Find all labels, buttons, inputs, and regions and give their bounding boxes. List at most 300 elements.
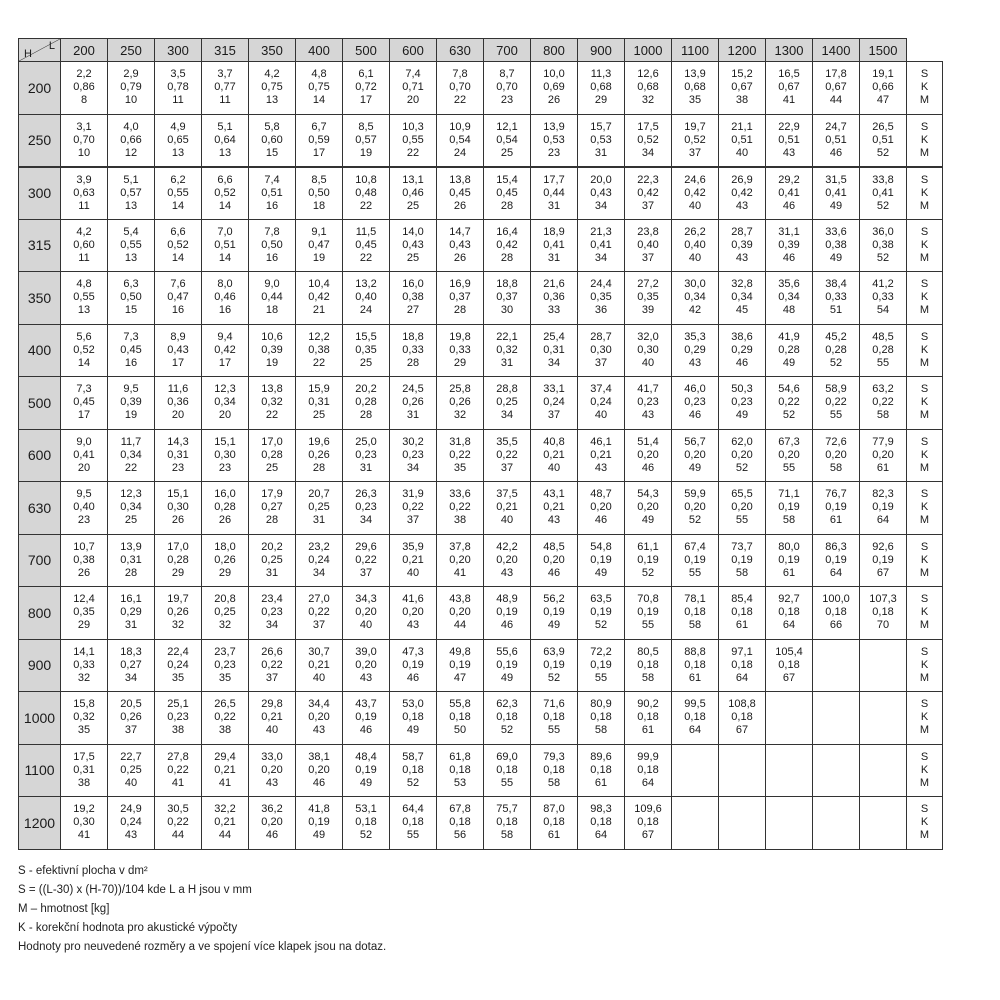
m-value: 55 (594, 671, 608, 684)
skm-key-cell (907, 534, 943, 587)
m-value: 46 (359, 724, 373, 737)
table-cell (531, 587, 578, 640)
table-cell (249, 534, 296, 587)
m-value: 50 (453, 724, 467, 737)
m-value: 47 (876, 94, 890, 107)
s-value: 7,6 (170, 278, 186, 291)
m-value: 37 (688, 146, 702, 159)
skm-key-label: S (920, 173, 929, 186)
k-value: 0,23 (355, 448, 377, 461)
skm-key-label: S (920, 68, 929, 81)
table-cell (672, 324, 719, 377)
table-cell (61, 377, 108, 430)
table-cell (578, 587, 625, 640)
k-value: 0,40 (73, 501, 95, 514)
k-value: 0,50 (261, 238, 283, 251)
s-value: 48,4 (355, 750, 377, 763)
k-value: 0,20 (449, 553, 471, 566)
k-value: 0,86 (73, 81, 95, 94)
s-value: 71,1 (778, 488, 800, 501)
s-value: 9,0 (76, 435, 92, 448)
m-value: 34 (124, 671, 138, 684)
m-value: 49 (312, 829, 326, 842)
m-value: 23 (77, 514, 91, 527)
table-cell (61, 744, 108, 797)
m-value: 37 (359, 566, 373, 579)
column-header-l: 250 (108, 39, 155, 62)
s-value: 20,0 (590, 173, 612, 186)
k-value: 0,70 (73, 133, 95, 146)
table-cell (249, 324, 296, 377)
m-value: 40 (500, 514, 514, 527)
s-value: 23,4 (261, 593, 283, 606)
table-cell (860, 534, 907, 587)
legend-line-note: Hodnoty pro neuvedené rozměry a ve spojení více klapek jsou na dotaz. (18, 941, 387, 953)
skm-key-label: K (920, 396, 929, 409)
k-value: 0,47 (308, 238, 330, 251)
k-value: 0,52 (214, 186, 236, 199)
m-value: 49 (735, 409, 749, 422)
m-value: 49 (594, 566, 608, 579)
m-value: 41 (171, 776, 185, 789)
table-cell (766, 534, 813, 587)
table-cell (61, 114, 108, 167)
s-value: 11,5 (355, 225, 377, 238)
table-cell (61, 167, 108, 220)
m-value: 58 (594, 724, 608, 737)
s-value: 34,3 (355, 593, 377, 606)
table-cell (202, 324, 249, 377)
table-cell (343, 219, 390, 272)
row-header-h: 900 (19, 639, 61, 692)
s-value: 54,8 (590, 540, 612, 553)
k-value: 0,30 (590, 343, 612, 356)
skm-key-label: K (920, 606, 929, 619)
m-value: 61 (782, 566, 796, 579)
k-value: 0,22 (167, 763, 189, 776)
table-cell (860, 62, 907, 115)
skm-key-label: K (920, 763, 929, 776)
column-header-l: 1200 (719, 39, 766, 62)
table-cell (202, 797, 249, 850)
k-value: 0,19 (778, 501, 800, 514)
s-value: 51,4 (637, 435, 659, 448)
m-value: 32 (218, 619, 232, 632)
skm-key-label: K (920, 448, 929, 461)
table-cell (766, 587, 813, 640)
k-value: 0,25 (261, 553, 283, 566)
s-value: 63,9 (543, 645, 565, 658)
s-value: 88,8 (684, 645, 706, 658)
s-value: 54,6 (778, 383, 800, 396)
s-value: 16,1 (120, 593, 142, 606)
table-cell (625, 377, 672, 430)
k-value: 0,40 (637, 238, 659, 251)
m-value: 43 (500, 566, 514, 579)
row-header-h: 200 (19, 62, 61, 115)
table-cell (860, 377, 907, 430)
k-value: 0,19 (590, 606, 612, 619)
k-value: 0,25 (120, 763, 142, 776)
s-value: 25,1 (167, 698, 189, 711)
k-value: 0,19 (684, 553, 706, 566)
s-value: 56,2 (543, 593, 565, 606)
k-value: 0,65 (167, 133, 189, 146)
s-value: 24,4 (590, 278, 612, 291)
m-value: 55 (829, 409, 843, 422)
table-cell (390, 797, 437, 850)
k-value: 0,45 (355, 238, 377, 251)
table-cell (578, 167, 625, 220)
s-value: 31,8 (449, 435, 471, 448)
table-cell (766, 639, 813, 692)
s-value: 4,0 (123, 120, 139, 133)
table-cell (813, 219, 860, 272)
s-value: 41,8 (308, 803, 330, 816)
table-cell (625, 482, 672, 535)
s-value: 16,5 (778, 68, 800, 81)
skm-key-label: M (919, 724, 930, 737)
table-cell (531, 797, 578, 850)
table-cell (61, 692, 108, 745)
k-value: 0,31 (543, 343, 565, 356)
s-value: 7,4 (405, 68, 421, 81)
s-value: 15,2 (731, 68, 753, 81)
s-value: 67,8 (449, 803, 471, 816)
k-value: 0,22 (449, 501, 471, 514)
k-value: 0,21 (543, 448, 565, 461)
m-value: 58 (829, 461, 843, 474)
skm-key-label: S (920, 645, 929, 658)
table-cell (296, 534, 343, 587)
table-cell (437, 744, 484, 797)
s-value: 13,2 (355, 278, 377, 291)
m-value: 61 (876, 461, 890, 474)
s-value: 23,2 (308, 540, 330, 553)
unavailable-cell (860, 692, 907, 745)
k-value: 0,28 (872, 343, 894, 356)
m-value: 35 (171, 671, 185, 684)
column-header-l: 400 (296, 39, 343, 62)
s-value: 20,5 (120, 698, 142, 711)
s-value: 41,6 (402, 593, 424, 606)
table-cell (672, 272, 719, 325)
k-value: 0,18 (684, 711, 706, 724)
table-cell (202, 167, 249, 220)
k-value: 0,35 (590, 291, 612, 304)
m-value: 61 (641, 724, 655, 737)
k-value: 0,39 (261, 343, 283, 356)
k-value: 0,21 (308, 658, 330, 671)
k-value: 0,57 (355, 133, 377, 146)
unavailable-cell (860, 744, 907, 797)
table-cell (61, 324, 108, 377)
m-value: 44 (453, 619, 467, 632)
table-cell (202, 114, 249, 167)
m-value: 43 (124, 829, 138, 842)
s-value: 6,3 (123, 278, 139, 291)
s-value: 7,8 (452, 68, 468, 81)
s-value: 99,5 (684, 698, 706, 711)
k-value: 0,34 (731, 291, 753, 304)
s-value: 8,0 (217, 278, 233, 291)
table-cell (249, 639, 296, 692)
table-cell (625, 62, 672, 115)
k-value: 0,51 (214, 238, 236, 251)
table-cell (719, 482, 766, 535)
table-cell (578, 62, 625, 115)
k-value: 0,38 (73, 553, 95, 566)
k-value: 0,35 (355, 343, 377, 356)
s-value: 19,8 (449, 330, 471, 343)
k-value: 0,23 (355, 501, 377, 514)
m-value: 18 (265, 304, 279, 317)
s-value: 13,8 (261, 383, 283, 396)
table-cell (484, 639, 531, 692)
k-value: 0,19 (778, 553, 800, 566)
s-value: 9,4 (217, 330, 233, 343)
m-value: 52 (500, 724, 514, 737)
k-value: 0,67 (778, 81, 800, 94)
k-value: 0,68 (684, 81, 706, 94)
skm-key-label: K (920, 291, 929, 304)
s-value: 9,5 (123, 383, 139, 396)
s-value: 80,5 (637, 645, 659, 658)
m-value: 17 (312, 146, 326, 159)
k-value: 0,18 (825, 606, 847, 619)
s-value: 18,3 (120, 645, 142, 658)
table-cell (249, 272, 296, 325)
k-value: 0,28 (355, 396, 377, 409)
m-value: 34 (641, 146, 655, 159)
m-value: 61 (735, 619, 749, 632)
k-value: 0,22 (402, 501, 424, 514)
table-cell (108, 639, 155, 692)
m-value: 41 (77, 829, 91, 842)
m-value: 58 (547, 776, 561, 789)
skm-key-label: S (920, 383, 929, 396)
s-value: 26,2 (684, 225, 706, 238)
k-value: 0,21 (590, 448, 612, 461)
table-cell (296, 482, 343, 535)
k-value: 0,51 (731, 133, 753, 146)
table-cell (390, 167, 437, 220)
table-cell (343, 377, 390, 430)
skm-key-label: K (920, 658, 929, 671)
m-value: 41 (218, 776, 232, 789)
k-value: 0,53 (543, 133, 565, 146)
table-cell (578, 639, 625, 692)
s-value: 54,3 (637, 488, 659, 501)
table-cell (390, 429, 437, 482)
m-value: 53 (453, 776, 467, 789)
m-value: 64 (594, 829, 608, 842)
s-value: 9,0 (264, 278, 280, 291)
table-cell (343, 429, 390, 482)
s-value: 50,3 (731, 383, 753, 396)
s-value: 20,2 (355, 383, 377, 396)
table-cell (343, 482, 390, 535)
skm-key-cell (907, 744, 943, 797)
s-value: 72,2 (590, 645, 612, 658)
unavailable-cell (860, 797, 907, 850)
s-value: 20,8 (214, 593, 236, 606)
table-cell (343, 62, 390, 115)
table-cell (437, 167, 484, 220)
table-cell (672, 639, 719, 692)
m-value: 11 (172, 94, 184, 107)
table-cell (61, 272, 108, 325)
table-cell (155, 272, 202, 325)
s-value: 21,3 (590, 225, 612, 238)
m-value: 52 (641, 566, 655, 579)
m-value: 49 (782, 356, 796, 369)
k-value: 0,19 (872, 501, 894, 514)
table-cell (108, 534, 155, 587)
m-value: 29 (171, 566, 185, 579)
m-value: 52 (688, 514, 702, 527)
m-value: 19 (359, 146, 373, 159)
s-value: 4,2 (76, 225, 92, 238)
m-value: 25 (265, 461, 279, 474)
table-row (19, 167, 943, 220)
m-value: 20 (218, 409, 232, 422)
s-value: 15,7 (590, 120, 612, 133)
skm-key-label: S (920, 435, 929, 448)
s-value: 25,4 (543, 330, 565, 343)
table-cell (296, 62, 343, 115)
m-value: 40 (735, 146, 749, 159)
k-value: 0,18 (637, 658, 659, 671)
column-header-l: 350 (249, 39, 296, 62)
row-header-h: 400 (19, 324, 61, 377)
table-cell (390, 324, 437, 377)
table-cell (578, 219, 625, 272)
table-cell (155, 62, 202, 115)
k-value: 0,25 (496, 396, 518, 409)
table-row (19, 272, 943, 325)
k-value: 0,19 (355, 711, 377, 724)
table-cell (813, 167, 860, 220)
table-cell (813, 324, 860, 377)
s-value: 5,6 (76, 330, 92, 343)
table-row (19, 639, 943, 692)
table-cell (296, 167, 343, 220)
s-value: 4,9 (170, 120, 186, 133)
k-value: 0,20 (731, 448, 753, 461)
m-value: 41 (453, 566, 467, 579)
s-value: 108,8 (728, 698, 756, 711)
table-cell (484, 797, 531, 850)
s-value: 5,1 (123, 173, 139, 186)
table-cell (719, 429, 766, 482)
m-value: 27 (406, 304, 420, 317)
s-value: 29,8 (261, 698, 283, 711)
table-cell (202, 482, 249, 535)
s-value: 36,2 (261, 803, 283, 816)
column-header-l: 630 (437, 39, 484, 62)
table-cell (437, 377, 484, 430)
s-value: 13,9 (543, 120, 565, 133)
s-value: 48,5 (543, 540, 565, 553)
table-cell (296, 639, 343, 692)
k-value: 0,26 (449, 396, 471, 409)
s-value: 3,7 (217, 68, 233, 81)
s-value: 8,9 (170, 330, 186, 343)
s-value: 43,1 (543, 488, 565, 501)
m-value: 52 (594, 619, 608, 632)
s-value: 17,0 (261, 435, 283, 448)
table-row (19, 692, 943, 745)
table-cell (296, 377, 343, 430)
table-cell (672, 219, 719, 272)
k-value: 0,28 (261, 448, 283, 461)
m-value: 43 (312, 724, 326, 737)
m-value: 52 (782, 409, 796, 422)
k-value: 0,33 (402, 343, 424, 356)
s-value: 12,4 (73, 593, 95, 606)
column-header-l: 700 (484, 39, 531, 62)
k-value: 0,25 (308, 501, 330, 514)
s-value: 43,8 (449, 593, 471, 606)
m-value: 23 (171, 461, 185, 474)
k-value: 0,52 (73, 343, 95, 356)
s-value: 48,5 (872, 330, 894, 343)
k-value: 0,24 (167, 658, 189, 671)
k-value: 0,31 (73, 763, 95, 776)
m-value: 40 (265, 724, 279, 737)
legend-line-m: M – hmotnost [kg] (18, 903, 110, 915)
s-value: 23,7 (214, 645, 236, 658)
skm-key-label: K (920, 81, 929, 94)
k-value: 0,30 (637, 343, 659, 356)
table-cell (484, 692, 531, 745)
table-cell (484, 219, 531, 272)
m-value: 67 (735, 724, 749, 737)
column-header-l: 1100 (672, 39, 719, 62)
m-value: 49 (641, 514, 655, 527)
s-value: 29,2 (778, 173, 800, 186)
table-cell (155, 377, 202, 430)
m-value: 22 (453, 94, 467, 107)
table-cell (578, 272, 625, 325)
s-value: 26,3 (355, 488, 377, 501)
skm-key-label: S (920, 225, 929, 238)
skm-key-cell (907, 692, 943, 745)
m-value: 8 (80, 94, 88, 107)
table-cell (672, 377, 719, 430)
k-value: 0,20 (637, 448, 659, 461)
k-value: 0,59 (308, 133, 330, 146)
row-header-h: 250 (19, 114, 61, 167)
k-value: 0,18 (778, 658, 800, 671)
m-value: 52 (735, 461, 749, 474)
k-value: 0,39 (120, 396, 142, 409)
m-value: 14 (171, 251, 185, 264)
table-cell (108, 692, 155, 745)
s-value: 37,5 (496, 488, 518, 501)
m-value: 25 (124, 514, 138, 527)
s-value: 8,5 (311, 173, 327, 186)
s-value: 58,7 (402, 750, 424, 763)
table-row (19, 219, 943, 272)
m-value: 31 (500, 356, 514, 369)
s-value: 7,8 (264, 225, 280, 238)
table-cell (484, 167, 531, 220)
m-value: 26 (171, 514, 185, 527)
s-value: 26,5 (214, 698, 236, 711)
column-header-l: 1400 (813, 39, 860, 62)
